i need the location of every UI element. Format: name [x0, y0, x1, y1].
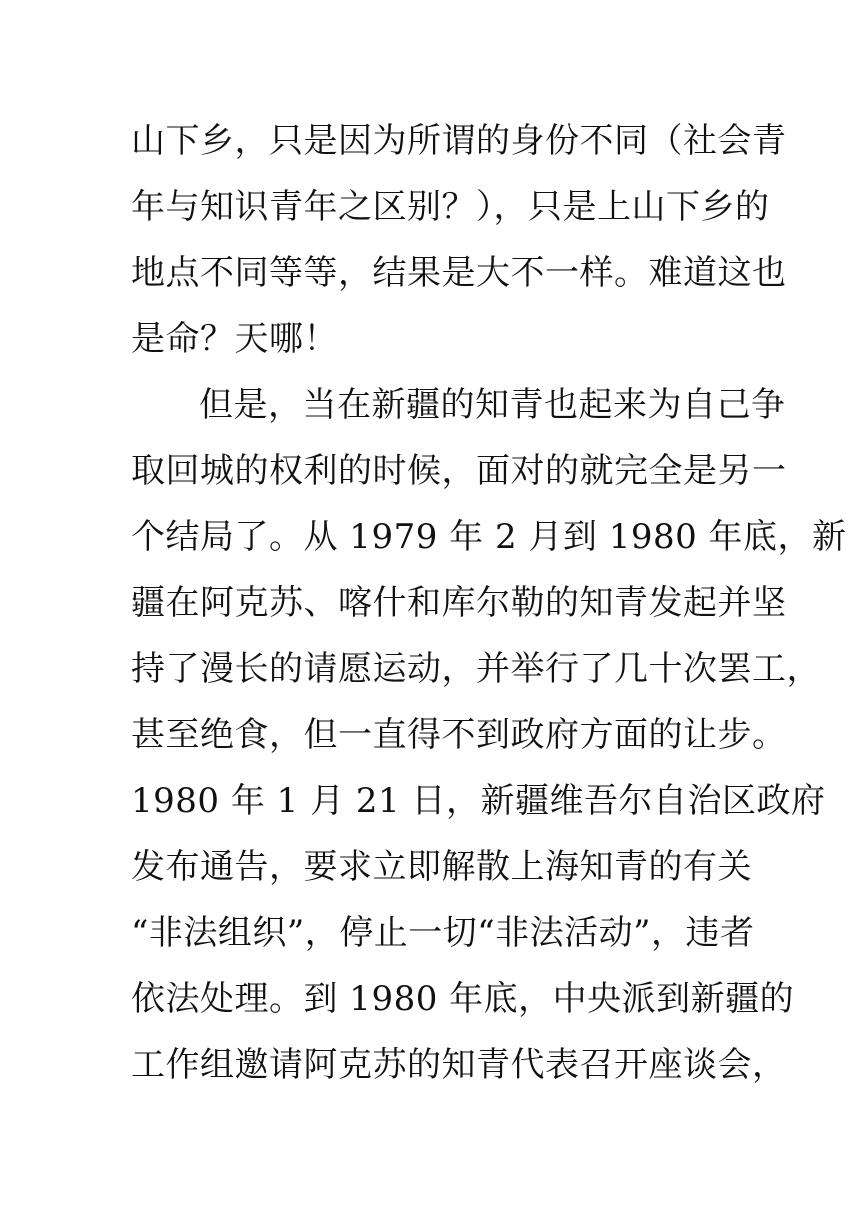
text-line: 年与知识青年之区别？），只是上山下乡的: [131, 187, 770, 227]
text-line: 疆在阿克苏、喀什和库尔勒的知青发起并坚: [131, 583, 787, 623]
text-line: 个结局了。从 1979 年 2 月到 1980 年底，新: [131, 517, 847, 557]
text-line: 持了漫长的请愿运动，并举行了几十次罢工，: [131, 649, 821, 689]
paragraph-start-line: 但是，当在新疆的知青也起来为自己争: [199, 385, 786, 425]
text-line: 是命？天哪！: [131, 319, 338, 359]
text-line: 工作组邀请阿克苏的知青代表召开座谈会，: [131, 1045, 787, 1085]
text-line: 依法处理。到 1980 年底，中央派到新疆的: [131, 979, 795, 1019]
text-line: “非法组织”，停止一切“非法活动”，违者: [131, 913, 755, 953]
text-line: 山下乡，只是因为所谓的身份不同（社会青: [131, 121, 787, 161]
text-line: 取回城的权利的时候，面对的就完全是另一: [131, 451, 787, 491]
body-text: [131, 108, 847, 1098]
text-line: 1980 年 1 月 21 日，新疆维吾尔自治区政府: [131, 781, 826, 821]
text-line: 甚至绝食，但一直得不到政府方面的让步。: [131, 715, 787, 755]
text-line: 发布通告，要求立即解散上海知青的有关: [131, 847, 752, 887]
text-line: 地点不同等等，结果是大不一样。难道这也: [131, 253, 787, 293]
